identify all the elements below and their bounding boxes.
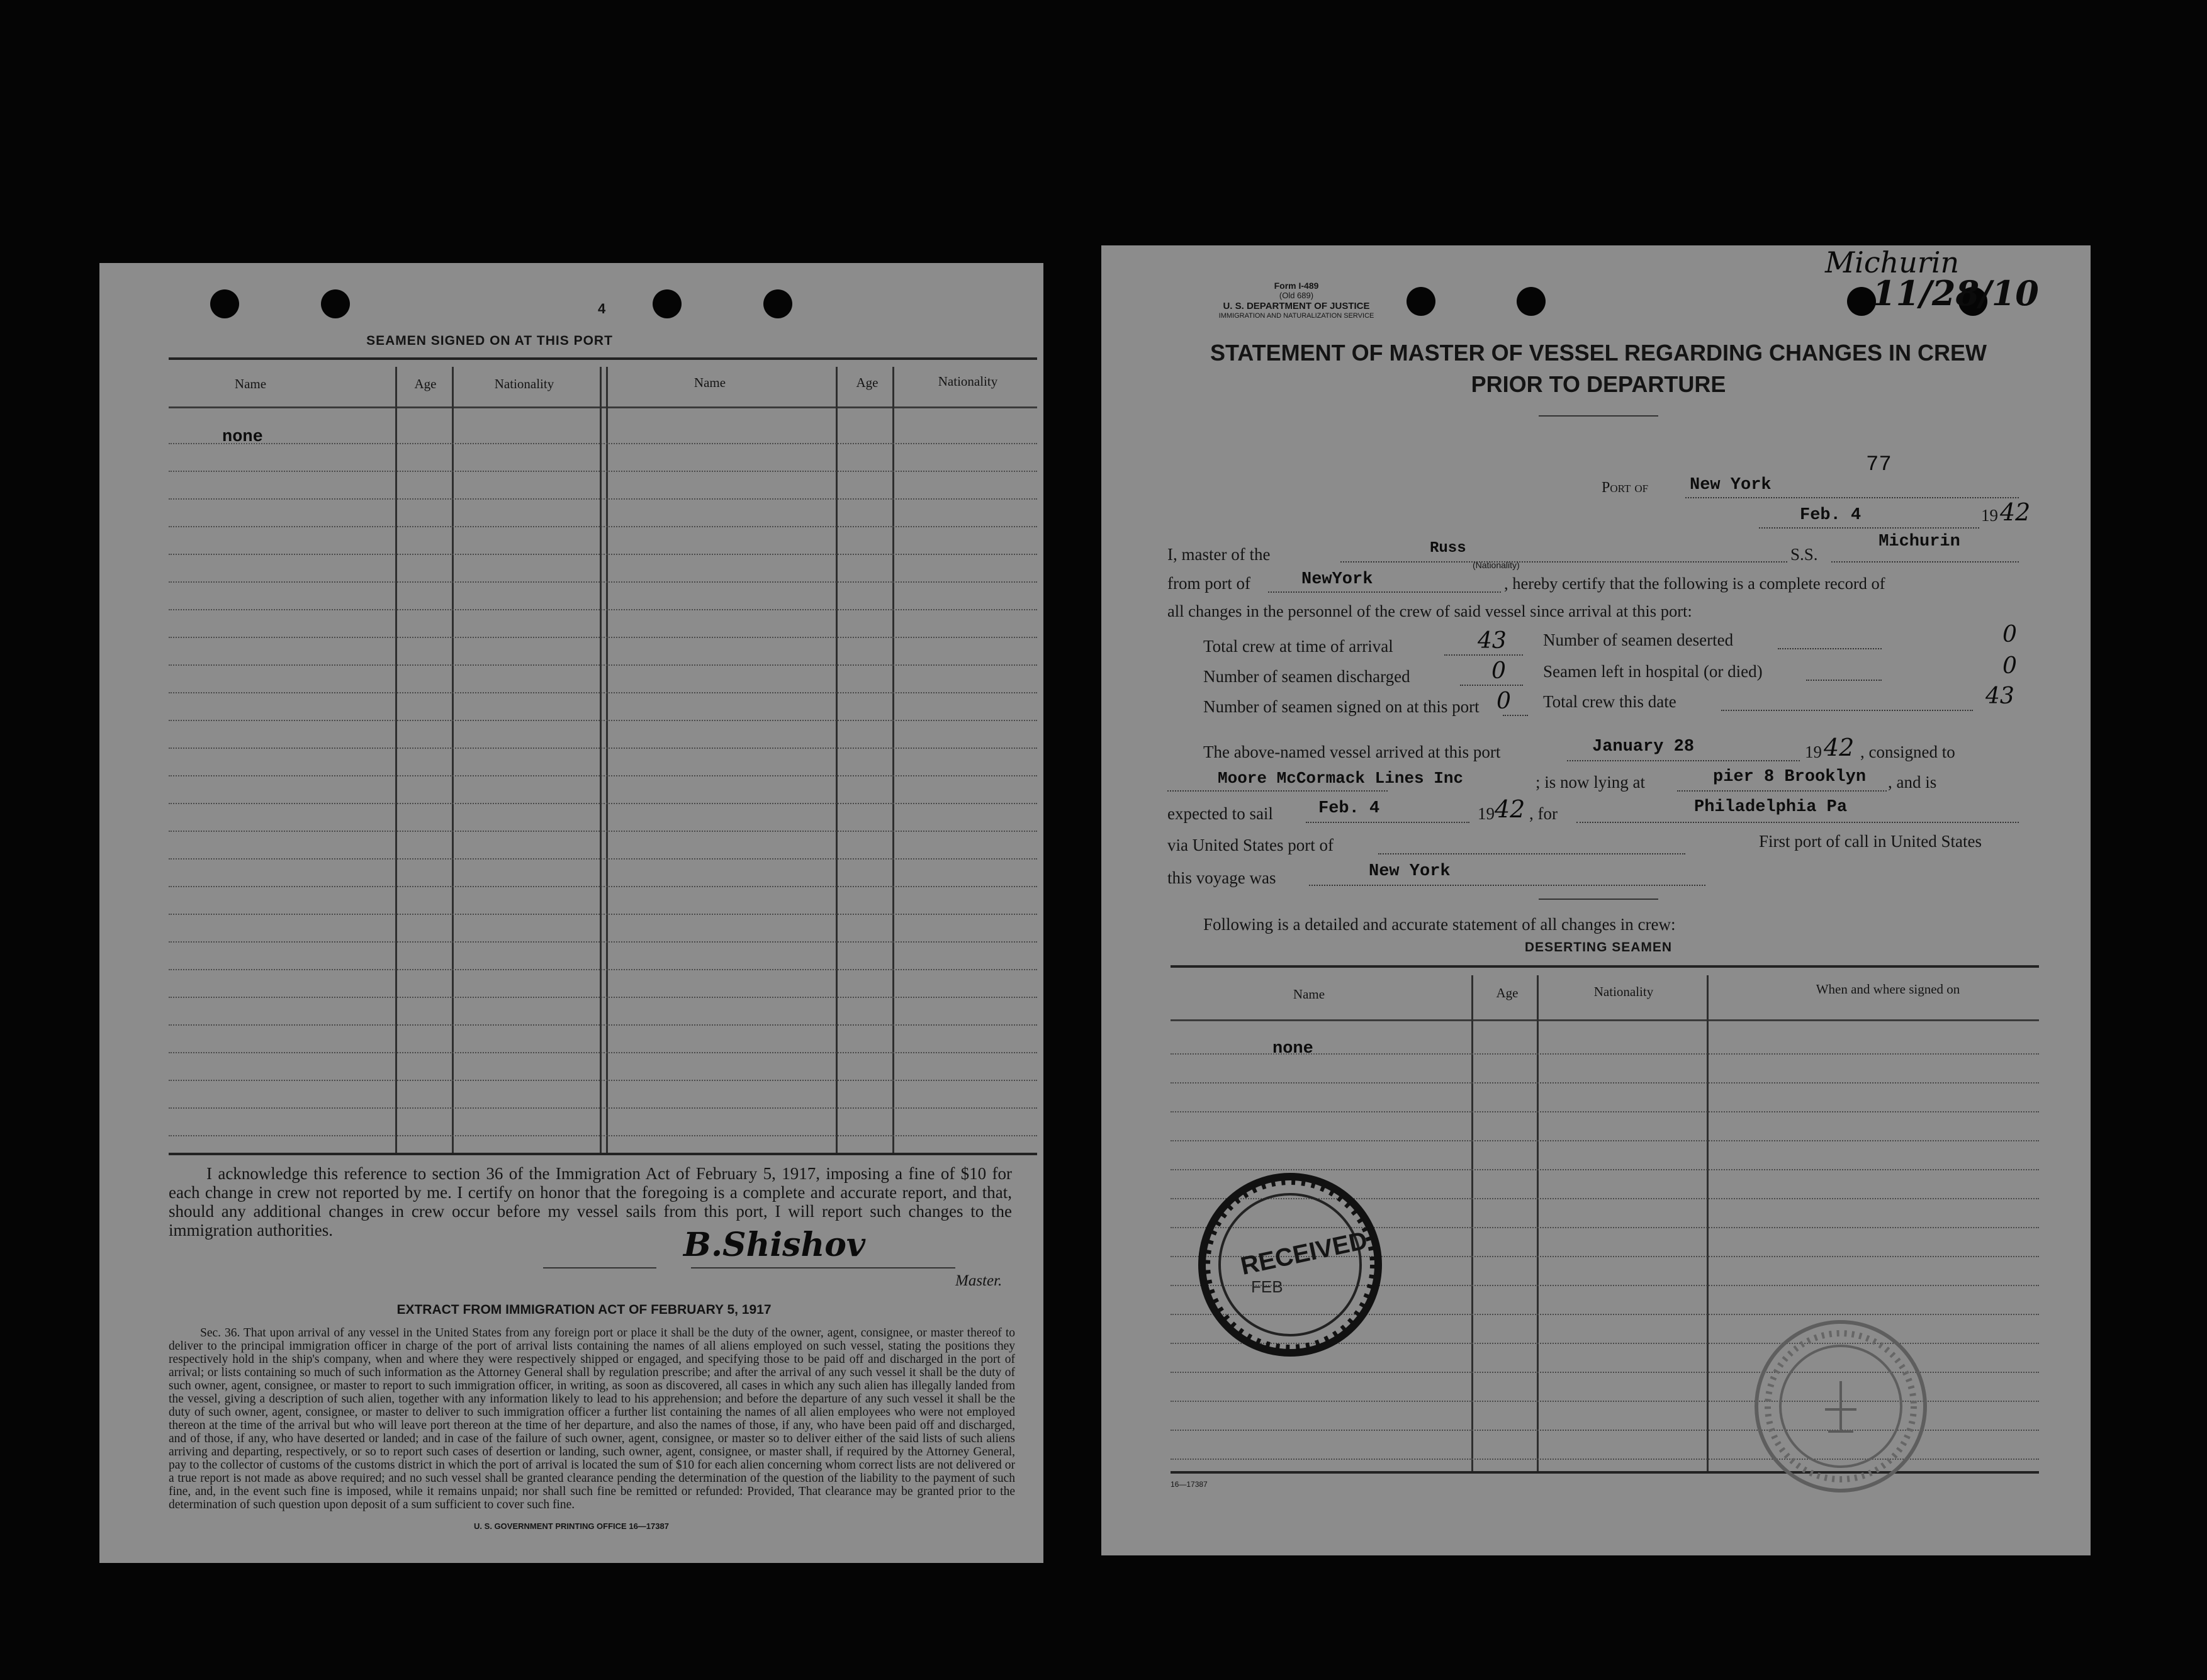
- row-rule: [169, 1135, 1037, 1137]
- printer-line: U. S. GOVERNMENT PRINTING OFFICE 16—17387: [474, 1521, 669, 1531]
- nationality-value: Russ: [1430, 540, 1466, 557]
- column-header-age: Age: [856, 375, 879, 390]
- received-stamp: [1196, 1170, 1384, 1359]
- row-rule: [169, 858, 1037, 860]
- row-rule: [169, 443, 1037, 445]
- total-value: 0: [1497, 688, 1511, 714]
- via-line: [1378, 853, 1685, 854]
- this-voyage-label: this voyage was: [1167, 868, 1276, 887]
- consignee: Moore McCormack Lines Inc: [1218, 769, 1464, 788]
- column-divider: [395, 367, 397, 1153]
- total-value: 0: [1491, 658, 1506, 684]
- stamp-month: FEB: [1251, 1277, 1283, 1296]
- total-label: Total crew this date: [1543, 692, 1676, 711]
- lying-line: [1677, 790, 1887, 792]
- row-rule: [169, 637, 1037, 639]
- and-is-label: , and is: [1888, 773, 1937, 792]
- row-rule: [1171, 1082, 2039, 1084]
- certify-text: , hereby certify that the following is a complete record of: [1504, 574, 1885, 593]
- column-header-nationality: Nationality: [494, 376, 554, 391]
- column-header-when-where: When and where signed on: [1816, 982, 1960, 997]
- destination: Philadelphia Pa: [1694, 798, 1848, 817]
- row-rule: [169, 941, 1037, 943]
- total-leader: [1460, 685, 1523, 686]
- total-leader: [1721, 710, 1973, 711]
- sail-year: 42: [1495, 795, 1525, 823]
- row-rule: [169, 969, 1037, 971]
- row-rule: [1171, 1111, 2039, 1113]
- handwritten-date: 11/28/10: [1872, 273, 2039, 313]
- from-port-line: [1268, 591, 1501, 593]
- column-divider: [1707, 975, 1709, 1472]
- column-divider: [892, 367, 894, 1153]
- following-text: Following is a detailed and accurate statement of all changes in crew:: [1203, 915, 1676, 934]
- row-rule: [169, 748, 1037, 749]
- column-divider: [600, 367, 602, 1153]
- lying-value: pier 8 Brooklyn: [1713, 768, 1867, 787]
- row-rule: [1171, 1140, 2039, 1142]
- consignee-line: [1167, 790, 1388, 792]
- ship-name: Michurin: [1878, 532, 1960, 551]
- date-line: [1759, 527, 1979, 529]
- total-value: 43: [1478, 628, 1507, 654]
- column-header-name: Name: [694, 375, 726, 390]
- header-rule: [169, 406, 1037, 408]
- arrived-year: 42: [1824, 734, 1855, 761]
- nationality-line: [1340, 561, 1787, 563]
- via-label: via United States port of: [1167, 836, 1334, 854]
- arrived-label: The above-named vessel arrived at this port: [1203, 742, 1501, 761]
- row-rule: [169, 775, 1037, 777]
- column-header-name: Name: [1293, 987, 1325, 1002]
- entry-name: none: [222, 428, 263, 447]
- total-label: Seamen left in hospital (or died): [1543, 662, 1763, 681]
- punch-hole: [210, 289, 239, 318]
- ship-line: [1831, 561, 2019, 563]
- handwritten-note: Michurin: [1825, 245, 1960, 279]
- sail-year-prefix: 19: [1478, 804, 1495, 823]
- master-of-label: I, master of the: [1167, 545, 1271, 564]
- arrived-year-prefix: 19: [1805, 742, 1822, 761]
- table-top-rule: [169, 357, 1037, 360]
- punch-hole: [763, 289, 792, 318]
- column-header-age: Age: [1496, 985, 1519, 1000]
- row-rule: [169, 609, 1037, 611]
- row-rule: [169, 1024, 1037, 1026]
- row-rule: [169, 997, 1037, 999]
- expected-label: expected to sail: [1167, 804, 1273, 823]
- row-rule: [169, 831, 1037, 832]
- punch-hole: [653, 289, 682, 318]
- section-title: SEAMEN SIGNED ON AT THIS PORT: [366, 333, 613, 348]
- section-36-text: Sec. 36. That upon arrival of any vessel in the United States from any foreign port or place it shall be the duty of the owner, agent, consignee, or master thereof to deliver to the principal immigration officer in charge of the port of arrival lists containing the names of all aliens employed on such vessel, stating the positions they respectively hold in the ship's company, when and where they were respectively shipped or engaged, and specifying those to be paid off and discharged in the port of arrival; or lists containing so much of such information as the Attorney General shall by regulation prescribe; and after the arrival of any such vessel it shall be the duty of such owner, agent, consignee, or master to report to such immigration officer, in writing, as soon as discovered, all cases in which any such alien has illegally landed from the vessel, giving a description of such alien, together with any information likely to lead to his apprehension; and before the departure of any such vessel it shall be the duty of such owner, agent, consignee, or master to deliver to such immigration officer a further list containing the names of all alien employees who were not employed thereon at the time of the arrival but who will leave port thereon at the time of her departure, and also the names of those, if any, who have been paid off and discharged, and of those, if any, who have deserted or landed; and in case of the failure of such owner, agent, consignee, or master so to deliver either of the said lists of such aliens arriving and departing, respectively, or so to report such cases of desertion or landing, such owner, agent, consignee, or master shall, if required by the Attorney General, pay to the collector of customs of the customs district in which the port of arrival is located the sum of $10 for each alien concerning whom correct lists are not delivered or a true report is not made as above required; and no such vessel shall be granted clearance pending the determination of the question of the liability to the payment of such fine, and, in the event such fine is imposed, while it remains unpaid; nor shall such fine be remitted or refunded: Provided, That clearance may be granted prior to the determination of such question upon deposit of a sum sufficient to cover such fine.: [169, 1326, 1015, 1511]
- port-line: [1685, 497, 2019, 498]
- form-title-line2: PRIOR TO DEPARTURE: [1471, 371, 1726, 397]
- record-number: 77: [1866, 453, 1892, 477]
- form-old: (Old 689): [1279, 291, 1314, 300]
- column-divider: [836, 367, 838, 1153]
- total-value: 43: [1985, 683, 2014, 709]
- destination-line: [1576, 822, 2019, 823]
- row-rule: [169, 498, 1037, 500]
- row-rule: [169, 1107, 1037, 1109]
- column-header-nationality: Nationality: [938, 374, 998, 389]
- total-label: Number of seamen deserted: [1543, 630, 1734, 649]
- table-bottom-rule: [169, 1153, 1037, 1155]
- total-leader: [1778, 648, 1882, 649]
- column-header-nationality: Nationality: [1593, 984, 1654, 999]
- entry-name: none: [1272, 1039, 1313, 1058]
- stamp-received-text: RECEIVED: [1238, 1226, 1370, 1280]
- divider-rule: [1539, 899, 1658, 900]
- from-port-value: NewYork: [1301, 570, 1373, 589]
- first-port-line: [1309, 885, 1705, 886]
- row-rule: [169, 1080, 1037, 1082]
- department: U. S. DEPARTMENT OF JUSTICE: [1223, 301, 1370, 311]
- official-seal: [1749, 1315, 1932, 1498]
- row-rule: [169, 581, 1037, 583]
- row-rule: [169, 471, 1037, 473]
- master-signature: B.Shishov: [683, 1226, 866, 1264]
- extract-title: EXTRACT FROM IMMIGRATION ACT OF FEBRUARY 5, 1917: [396, 1302, 772, 1317]
- row-rule: [169, 692, 1037, 694]
- total-value: 0: [2002, 622, 2017, 647]
- acknowledgement-text: I acknowledge this reference to section 36 of the Immigration Act of February 5, 1917, imposing a fine of $10 for each change in crew not reported by me. I certify on honor that the foregoing is a complete and accurate report, and that, should any additional changes in crew occur before my vessel sails from this port, I will report such changes to the immigration authorities.: [169, 1164, 1012, 1240]
- deserting-title: DESERTING SEAMEN: [1524, 940, 1673, 955]
- total-label: Number of seamen discharged: [1203, 667, 1410, 686]
- column-divider: [1537, 975, 1539, 1472]
- all-changes-text: all changes in the personnel of the crew of said vessel since arrival at this port:: [1167, 602, 1692, 620]
- lying-label: ; is now lying at: [1536, 773, 1645, 792]
- row-rule: [169, 664, 1037, 666]
- signature-line: [691, 1267, 955, 1268]
- master-label: Master.: [955, 1272, 1002, 1289]
- row-rule: [169, 720, 1037, 722]
- first-port-value: New York: [1369, 862, 1451, 881]
- row-rule: [169, 803, 1037, 805]
- arrived-line: [1567, 760, 1800, 761]
- punch-hole: [321, 289, 350, 318]
- right-page: [1101, 245, 2091, 1555]
- left-page: [99, 263, 1043, 1563]
- column-header-age: Age: [414, 376, 437, 391]
- punch-hole: [1517, 287, 1546, 316]
- sail-date: Feb. 4: [1318, 799, 1380, 818]
- service: IMMIGRATION AND NATURALIZATION SERVICE: [1218, 312, 1374, 320]
- header-rule: [1171, 1019, 2039, 1021]
- page-number: 4: [598, 301, 606, 316]
- total-value: 0: [2002, 653, 2017, 679]
- ss-label: S.S.: [1790, 545, 1818, 564]
- total-label: Total crew at time of arrival: [1203, 637, 1393, 656]
- column-header-name: Name: [234, 376, 267, 391]
- row-rule: [169, 914, 1037, 916]
- total-leader: [1503, 715, 1528, 716]
- year-prefix: 19: [1981, 506, 1998, 525]
- from-port-label: from port of: [1167, 574, 1250, 593]
- form-number: Form I-489: [1274, 281, 1319, 291]
- form-title-line1: STATEMENT OF MASTER OF VESSEL REGARDING CHANGES IN CREW: [1210, 340, 1987, 366]
- port-label: Port of: [1602, 479, 1649, 496]
- total-leader: [1444, 654, 1523, 656]
- total-leader: [1806, 680, 1882, 681]
- table-top-rule: [1171, 965, 2039, 968]
- column-divider: [452, 367, 454, 1153]
- row-rule: [169, 526, 1037, 528]
- column-divider: [1471, 975, 1473, 1472]
- row-rule: [169, 554, 1037, 556]
- nationality-caption: (Nationality): [1473, 560, 1520, 570]
- port-value: New York: [1690, 476, 1772, 495]
- year-value: 42: [2000, 498, 2031, 526]
- arrived-date: January 28: [1592, 737, 1695, 756]
- sail-date-line: [1306, 822, 1469, 823]
- footer-code: 16—17387: [1171, 1480, 1208, 1489]
- title-underline: [1539, 415, 1658, 417]
- signature-line: [543, 1267, 656, 1268]
- date-value: Feb. 4: [1800, 506, 1862, 525]
- row-rule: [169, 1052, 1037, 1054]
- column-divider: [606, 367, 608, 1153]
- total-label: Number of seamen signed on at this port: [1203, 697, 1480, 716]
- first-port-label: First port of call in United States: [1759, 832, 1982, 851]
- consigned-label: , consigned to: [1860, 742, 1955, 761]
- seal-icon: [1749, 1315, 1932, 1498]
- for-label: , for: [1529, 804, 1558, 823]
- row-rule: [169, 886, 1037, 888]
